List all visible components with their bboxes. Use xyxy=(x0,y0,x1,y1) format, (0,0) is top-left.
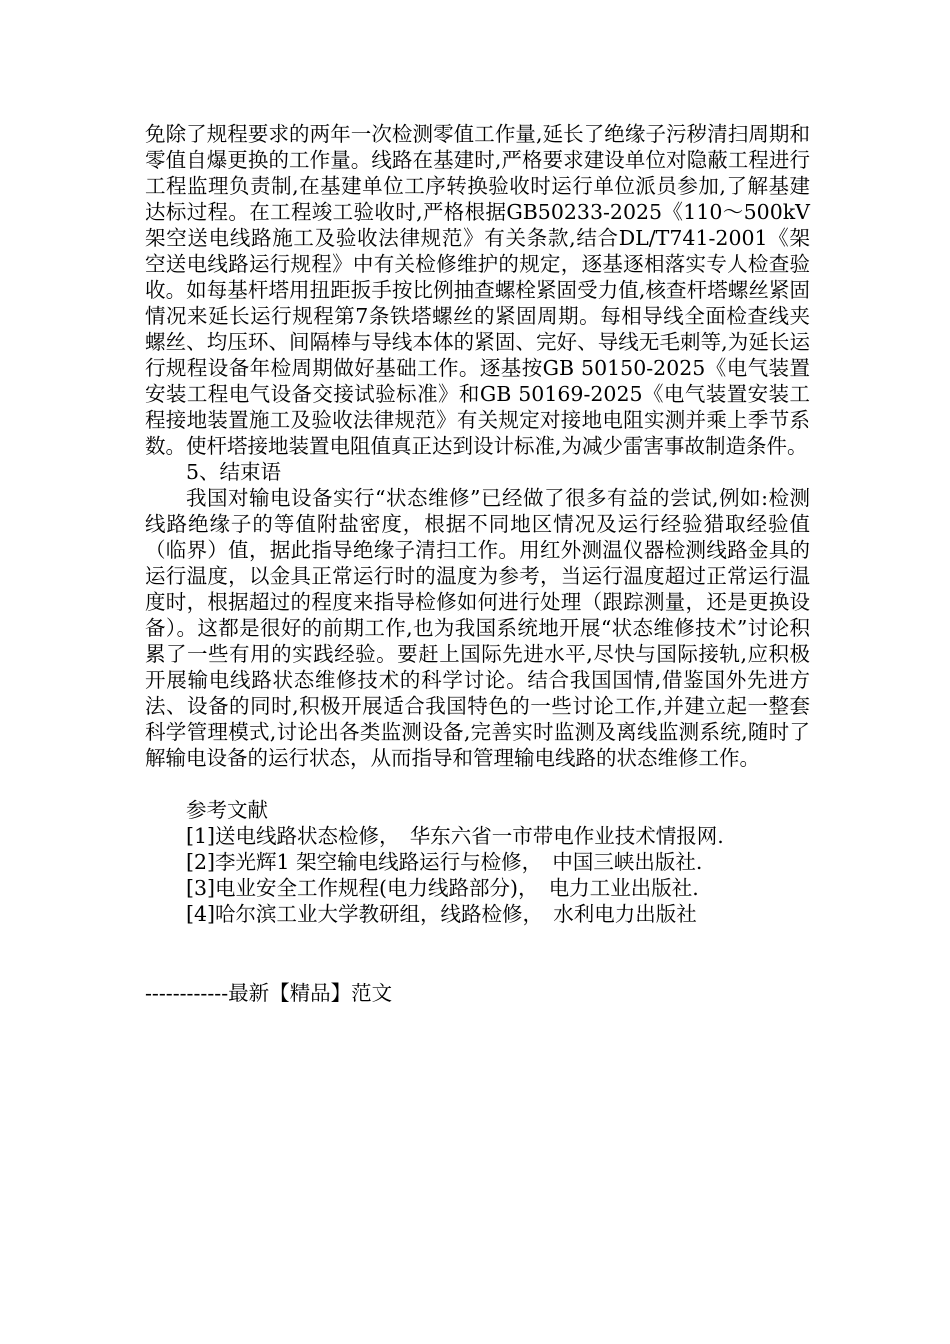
reference-item: [3]电业安全工作规程(电力线路部分)， 电力工业出版社. xyxy=(186,876,699,900)
references-list xyxy=(186,823,810,927)
references-title: 参考文献 xyxy=(186,798,268,822)
body-paragraph-1: 免除了规程要求的两年一次检测零值工作量,延长了绝缘子污秽清扫周期和零值自爆更换的工作量。线路在基建时,严格要求建设单位对隐蔽工程进行工程监理负责制,在基建单位工序转换验收时运行单位派员参加,了解基建达标过程。在工程竣工验收时,严格根据GB50233-2025《110～500kV架空送电线路施工及验收法律规范》有关条款,结合DL/T741-2001《架空送电线路运行规程》中有关检修维护的规定，逐基逐相落实专人检查验收。如每基杆塔用扭距扳手按比例抽查螺栓紧固受力值,核查杆塔螺丝紧固情况来延长运行规程第7条铁塔螺丝的紧固周期。每相导线全面检查线夹螺丝、均压环、间隔棒与导线本体的紧固、完好、导线无毛刺等,为延长运行规程设备年检周期做好基础工作。逐基按GB 50150-2025《电气装置安装工程电气设备交接试验标准》和GB 50169-2025《电气装置安装工程接地装置施工及验收法律规范》有关规定对接地电阻实测并乘上季节系数。使杆塔接地装置电阻值真正达到设计标准,为减少雷害事故制造条件。 xyxy=(145,122,810,458)
document-page xyxy=(145,121,810,1006)
references-section xyxy=(145,797,810,927)
reference-item: [1]送电线路状态检修， 华东六省一市带电作业技术情报网. xyxy=(186,824,724,848)
reference-item: [4]哈尔滨工业大学教研组，线路检修， 水利电力出版社 xyxy=(186,902,697,926)
body-paragraph-2: 我国对输电设备实行“状态维修”已经做了很多有益的尝试,例如:检测线路绝缘子的等值附盐密度，根据不同地区情况及运行经验猎取经验值（临界）值，据此指导绝缘子清扫工作。用红外测温仪器检测线路金具的运行温度，以金具正常运行时的温度为参考，当运行温度超过正常运行温度时，根据超过的程度来指导检修如何进行处理（跟踪测量，还是更换设备）。这都是很好的前期工作,也为我国系统地开展“状态维修技术”讨论积累了一些有用的实践经验。要赶上国际先进水平,尽快与国际接轨,应积极开展输电线路状态维修技术的科学讨论。结合我国国情,借鉴国外先进方法、设备的同时,积极开展适合我国特色的一些讨论工作,并建立起一整套科学管理模式,讨论出各类监测设备,完善实时监测及离线监测系统,随时了解输电设备的运行状态，从而指导和管理输电线路的状态维修工作。 xyxy=(145,486,810,770)
section-heading: 5、结束语 xyxy=(186,460,282,484)
reference-item: [2]李光辉1 架空输电线路运行与检修， 中国三峡出版社. xyxy=(186,850,703,874)
footer-text: ------------最新【精品】范文 xyxy=(145,981,393,1005)
